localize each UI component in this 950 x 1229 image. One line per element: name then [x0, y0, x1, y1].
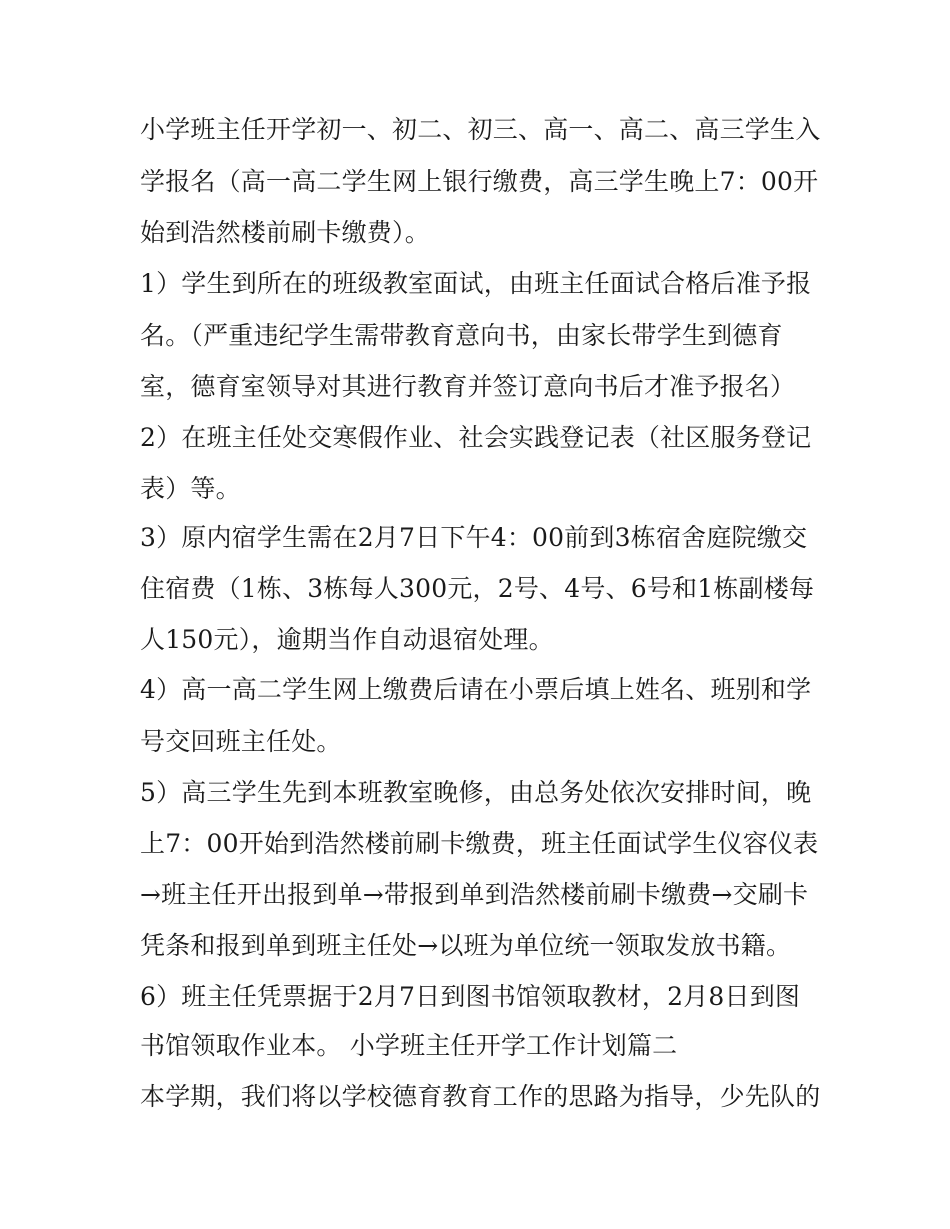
- text-line: 上7：00开始到浩然楼前刷卡缴费，班主任面试学生仪容仪表: [140, 829, 819, 858]
- text-line: 凭条和报到单到班主任处→以班为单位统一领取发放书籍。: [140, 931, 792, 960]
- text-line: 住宿费（1栋、3栋每人300元，2号、4号、6号和1栋副楼每: [140, 574, 815, 603]
- text-line: 本学期，我们将以学校德育教育工作的思路为指导，少先队的: [140, 1082, 821, 1111]
- text-line: 3）原内宿学生需在2月7日下午4：00前到3栋宿舍庭院缴交: [140, 523, 808, 552]
- text-line: →班主任开出报到单→带报到单到浩然楼前刷卡缴费→交刷卡: [140, 880, 809, 909]
- text-line: 1）学生到所在的班级教室面试，由班主任面试合格后准予报: [140, 269, 812, 298]
- text-line: 名。（严重违纪学生需带教育意向书，由家长带学生到德育: [140, 321, 783, 350]
- text-line: 5）高三学生先到本班教室晚修，由总务处依次安排时间，晚: [140, 778, 812, 807]
- text-line: 表）等。: [140, 474, 241, 503]
- text-line: 学报名（高一高二学生网上银行缴费，高三学生晚上7：00开: [140, 167, 819, 196]
- text-line: 始到浩然楼前刷卡缴费）。: [140, 218, 430, 247]
- text-line: 6）班主任凭票据于2月7日到图书馆领取教材，2月8日到图: [140, 982, 801, 1011]
- text-line: 书馆领取作业本。 小学班主任开学工作计划篇二: [140, 1031, 678, 1060]
- text-line: 号交回班主任处。: [140, 727, 342, 756]
- text-line: 4）高一高二学生网上缴费后请在小票后填上姓名、班别和学: [140, 675, 812, 704]
- text-line: 室，德育室领导对其进行教育并签订意向书后才准予报名）: [140, 372, 796, 401]
- text-line: 2）在班主任处交寒假作业、社会实践登记表（社区服务登记: [140, 423, 812, 452]
- text-line: 小学班主任开学初一、初二、初三、高一、高二、高三学生入: [140, 115, 821, 144]
- text-line: 人150元），逾期当作自动退宿处理。: [140, 625, 554, 654]
